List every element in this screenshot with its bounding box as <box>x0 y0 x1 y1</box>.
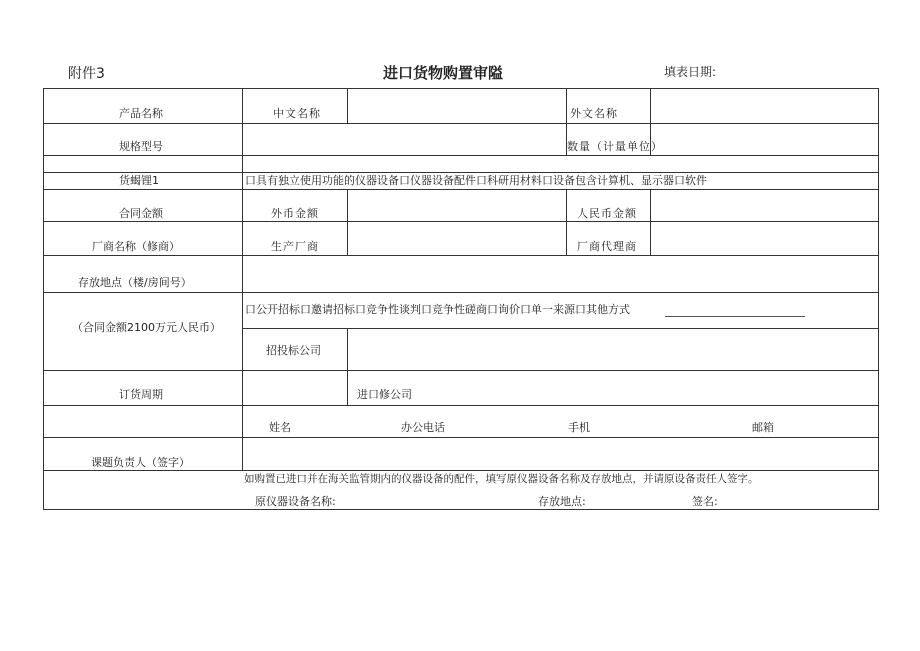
quantity-label: 数量（计量单位） <box>567 140 663 153</box>
row-divider <box>44 255 878 256</box>
row-divider <box>44 172 878 173</box>
order-period-field[interactable] <box>245 373 344 402</box>
foreign-name-label: 外文名称 <box>570 107 618 120</box>
procurement-options[interactable]: 口公开招标口邀请招标口竞争性谈判口竞争性磋商口询价口单一来源口其他方式 <box>245 303 630 316</box>
fill-date-label: 填表日期: <box>664 65 717 79</box>
bidding-company-label: 招投标公司 <box>266 344 321 357</box>
col-divider <box>347 189 348 255</box>
row-divider <box>44 470 878 471</box>
col-divider <box>242 89 243 470</box>
agent-label: 厂商代理商 <box>577 240 637 253</box>
goods-category-options[interactable]: 口具有独立使用功能的仪器设备口仪器设备配件口科研用材料口设备包含计算机、显示器口软件 <box>245 174 707 187</box>
foreign-name-field[interactable] <box>653 91 875 121</box>
col-divider <box>566 89 567 123</box>
import-company-label: 进口修公司 <box>357 388 412 401</box>
manufacturer-label: 厂商名称（修商） <box>92 240 180 253</box>
rmb-amount-label: 人民币金额 <box>577 207 637 220</box>
col-divider <box>347 370 348 405</box>
name-column-label: 姓名 <box>269 421 291 434</box>
chinese-name-field[interactable] <box>350 91 564 121</box>
bidding-company-field[interactable] <box>350 331 875 367</box>
col-divider <box>650 189 651 255</box>
rmb-amount-field[interactable] <box>653 191 875 219</box>
row-divider <box>44 292 878 293</box>
other-method-underline <box>665 316 805 317</box>
order-period-label: 订货周期 <box>119 388 163 401</box>
spec-model-field[interactable] <box>245 125 563 153</box>
col-divider <box>650 89 651 123</box>
producer-label: 生产厂商 <box>271 240 319 253</box>
storage-label: 存放地点（楼/房间号） <box>78 276 192 289</box>
contract-amount-label: 合同金额 <box>119 207 163 220</box>
col-divider <box>566 189 567 255</box>
quantity-field[interactable] <box>653 125 875 153</box>
contract-threshold-note: （合同金额2100万元人民币） <box>72 321 221 334</box>
foreign-currency-label: 外币金额 <box>271 207 319 220</box>
office-phone-column-label: 办公电话 <box>401 421 445 434</box>
row-divider <box>44 221 878 222</box>
product-name-label: 产品名称 <box>119 107 163 120</box>
col-divider <box>347 89 348 123</box>
spec-model-label: 规格型号 <box>119 140 163 153</box>
row-divider <box>44 189 878 190</box>
original-device-label: 原仪器设备名称: <box>255 495 336 508</box>
accessory-note: 如购置已进口并在海关监管期内的仪器设备的配件，填写原仪器设备名称及存放地点，并请原设备责任人签字。 <box>244 473 759 485</box>
row-divider <box>44 405 878 406</box>
original-location-label: 存放地点: <box>538 495 586 508</box>
mobile-column-label: 手机 <box>568 421 590 434</box>
agent-field[interactable] <box>653 224 875 253</box>
col-divider <box>347 328 348 370</box>
pi-contact-field[interactable] <box>245 440 875 468</box>
row-divider <box>44 437 878 438</box>
signature-label: 签名: <box>692 495 718 508</box>
producer-field[interactable] <box>350 224 564 253</box>
foreign-currency-field[interactable] <box>350 191 564 219</box>
goods-category-label: 货蝎锂1 <box>119 174 159 187</box>
page-title: 进口货物购置审隘 <box>383 64 504 82</box>
purchase-form-table <box>43 88 879 510</box>
row-divider <box>44 370 878 371</box>
row-divider <box>44 123 878 124</box>
attachment-label: 附件3 <box>68 66 105 82</box>
row-divider <box>44 155 878 156</box>
row-divider <box>242 328 878 329</box>
email-column-label: 邮箱 <box>752 421 774 434</box>
storage-field[interactable] <box>245 259 875 289</box>
pi-signature-label: 课题负责人（签字） <box>91 456 190 469</box>
chinese-name-label: 中文名称 <box>273 107 321 120</box>
